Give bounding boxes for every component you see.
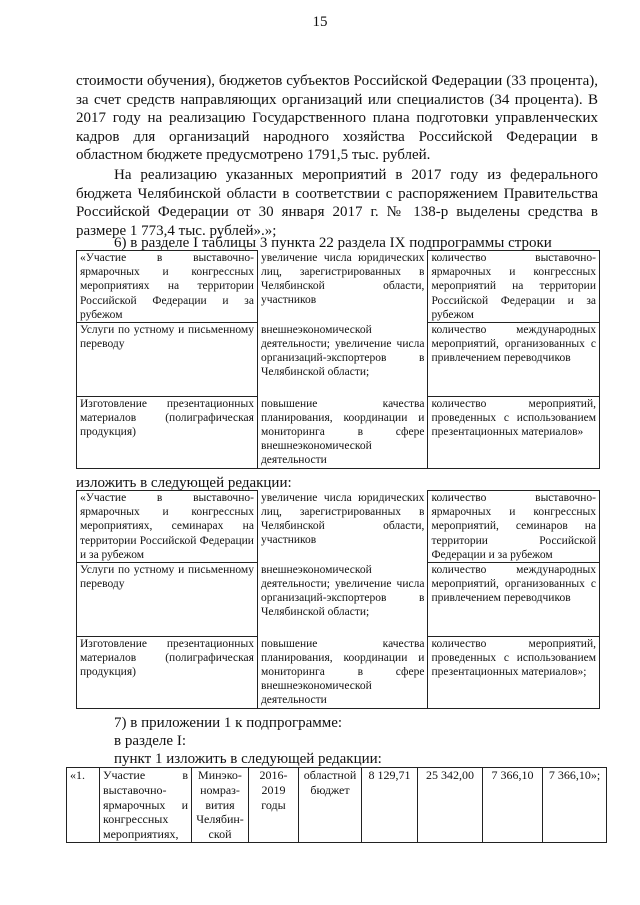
table-row [67,768,607,843]
table-row [77,323,600,397]
row-number: «1. [67,768,100,843]
table-row [77,251,600,323]
table-row [77,563,600,637]
table-row [77,491,600,563]
paragraph-funding: стоимости обучения), бюджетов субъектов Российской Федерации (33 процента), за счет средств направляющих организаций или специалистов (34 процента). В 2017 году на реализацию Государственного плана подготовки управленческих кадров для организаций народного хозяйства Российской Федерации в областном бюджете предусмотрено 1791,5 тыс. рублей. [76,73,598,163]
amount-total: 8 129,71 [362,768,418,843]
amount-2019: 7 366,10»; [543,768,607,843]
indicator-cell: количество мероприятий, проведенных с использованием презентационных материалов»; [428,637,600,709]
item-6-intro: 6) в разделе I таблицы 3 пункта 22 раздела IX подпрограммы строки [114,235,552,251]
section-1-intro: в разделе I: [114,733,186,749]
result-cell: внешнеэкономической деятельности; увеличение числа организаций-экспортеров в Челябинской области; [257,563,427,637]
event-cell: Изготовление презентационных материалов (полиграфическая продукция) [77,637,258,709]
new-edition-lead: изложить в следующей редакции: [76,475,292,491]
event-cell: Услуги по устному и письменному переводу [77,323,258,397]
table-row [77,637,600,709]
amount-2017: 25 342,00 [418,768,483,843]
event-cell: Участие в выставочно-ярмарочных и конгрессных мероприятиях, [100,768,192,843]
result-cell: повышение качества планирования, координации и мониторинга в сфере внешнеэкономической деятельности [257,637,427,709]
event-cell: «Участие в выставочно-ярмарочных и конгрессных мероприятиях, семинарах на территории Российской Федерации и за рубежом [77,491,258,563]
result-cell: увеличение числа юридических лиц, зарегистрированных в Челябинской области, участников [257,251,427,323]
table-old-rows [76,250,600,469]
event-cell: «Участие в выставочно-ярмарочных и конгрессных мероприятиях на территории Российской Федерации и за рубежом [77,251,258,323]
table-new-rows [76,490,600,709]
event-cell: Изготовление презентационных материалов (полиграфическая продукция) [77,397,258,469]
result-cell: повышение качества планирования, координации и мониторинга в сфере внешнеэкономической деятельности [257,397,427,469]
table-appendix [66,767,607,843]
indicator-cell: количество мероприятий, проведенных с использованием презентационных материалов» [428,397,600,469]
indicator-cell: количество международных мероприятий, организованных с привлечением переводчиков [428,323,600,397]
indicator-cell: количество выставочно-ярмарочных и конгрессных мероприятий на территории Российской Федерации и за рубежом [428,251,600,323]
result-cell: внешнеэкономической деятельности; увеличение числа организаций-экспортеров в Челябинской области; [257,323,427,397]
result-cell: увеличение числа юридических лиц, зарегистрированных в Челябинской области, участников [257,491,427,563]
source-cell: областной бюджет [299,768,362,843]
indicator-cell: количество выставочно-ярмарочных и конгрессных мероприятий, семинаров на территории Российской Федерации и за рубежом [428,491,600,563]
period-cell: 2016-2019 годы [249,768,299,843]
indicator-cell: количество международных мероприятий, организованных с привлечением переводчиков [428,563,600,637]
amount-2018: 7 366,10 [483,768,543,843]
event-cell: Услуги по устному и письменному переводу [77,563,258,637]
point-1-intro: пункт 1 изложить в следующей редакции: [114,751,382,767]
item-7-intro: 7) в приложении 1 к подпрограмме: [114,715,343,731]
table-row [77,397,600,469]
page-number: 15 [312,14,328,30]
paragraph-federal-budget: На реализацию указанных мероприятий в 2017 году из федерального бюджета Челябинской области в соответствии с распоряжением Правительства Российской Федерации от 30 января 2017 г. № 138-р выделены средства в размере 1 773,4 тыс. рублей».»; [76,167,598,239]
executor-cell: Минэко-номраз-вития Челябин-ской [192,768,249,843]
